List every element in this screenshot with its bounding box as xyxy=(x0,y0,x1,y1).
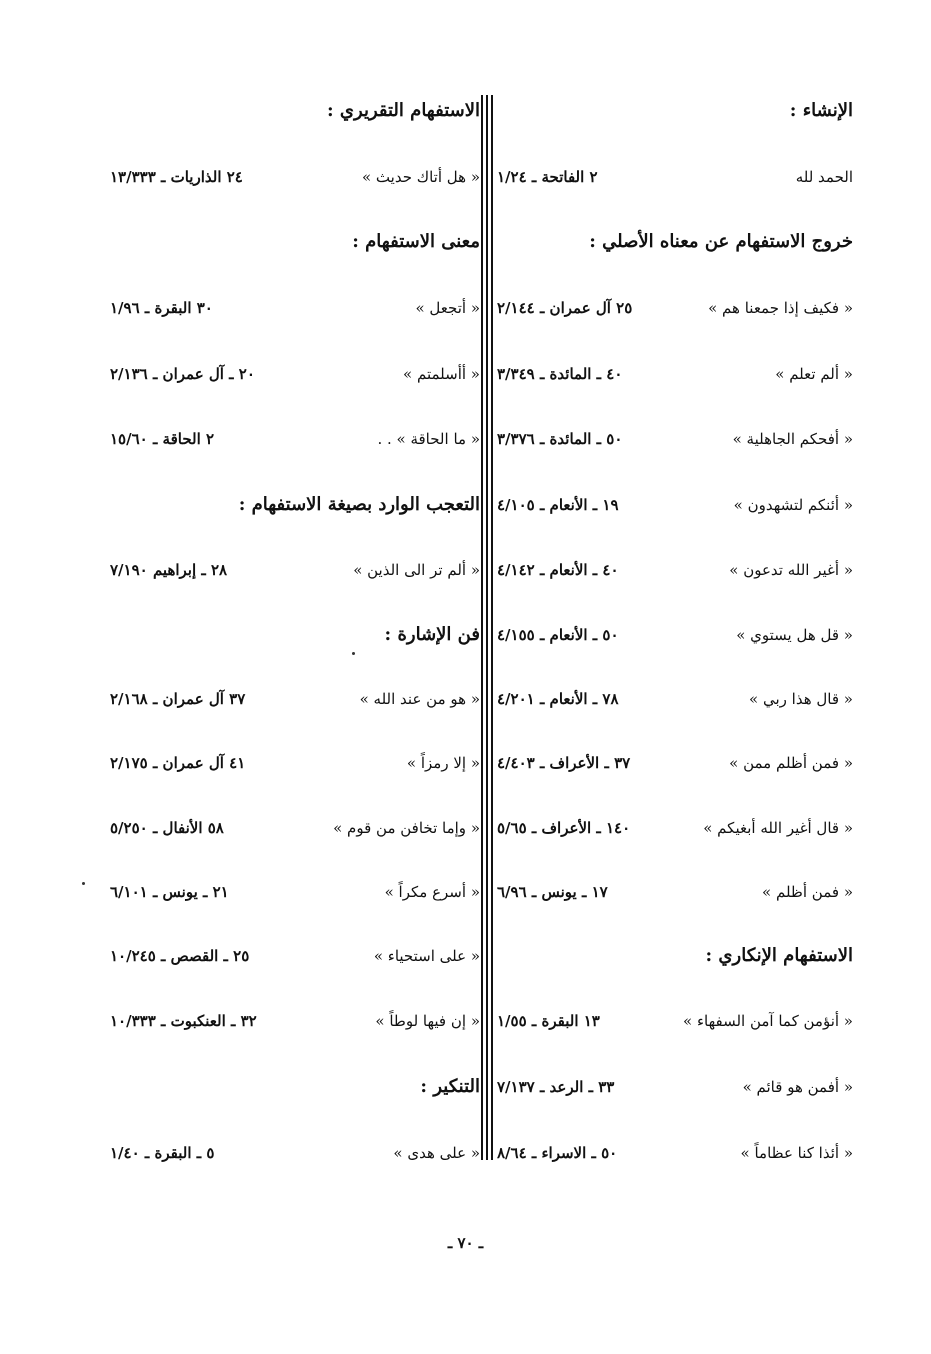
verse-reference: ٤٠ ـ المائدة ـ ٣/٣٤٩ xyxy=(497,365,623,383)
quote-text: « ألم تعلم » xyxy=(775,365,853,383)
entry-row xyxy=(110,876,480,908)
quote-text: « فكيف إذا جمعنا هم » xyxy=(708,299,853,317)
entry-row xyxy=(110,1137,480,1169)
section-heading-insha: الإنشاء : xyxy=(789,100,853,121)
quote-text: « أئذا كنا عظاماً » xyxy=(740,1144,853,1162)
verse-reference: ٧٨ ـ الأنعام ـ ٤/٢٠١ xyxy=(497,690,619,708)
verse-reference: ٥٠ ـ المائدة ـ ٣/٣٧٦ xyxy=(497,430,623,448)
verse-reference: ٢٠ ـ آل عمران ـ ٢/١٣٦ xyxy=(110,365,255,383)
entry-row xyxy=(497,619,853,651)
verse-reference: ٣٣ ـ الرعد ـ ٧/١٣٧ xyxy=(497,1078,615,1096)
entry-row xyxy=(110,940,480,972)
verse-reference: ١٤٠ ـ الأعراف ـ ٥/٦٥ xyxy=(497,819,631,837)
quote-text: « هو من عند الله » xyxy=(359,690,480,708)
section-heading-tankir: التنكير : xyxy=(420,1076,480,1097)
entry-row xyxy=(497,683,853,715)
entry-row xyxy=(497,876,853,908)
entry-row xyxy=(110,812,480,844)
entry-row xyxy=(110,358,480,390)
section-heading-khuruj: خروج الاستفهام عن معناه الأصلي : xyxy=(589,231,853,252)
verse-reference: ٢٥ ـ القصص ـ ١٠/٢٤٥ xyxy=(110,947,250,965)
entry-row xyxy=(497,358,853,390)
quote-text: « أفحكم الجاهلية » xyxy=(732,430,853,448)
verse-reference: ٣٧ ـ الأعراف ـ ٤/٤٠٣ xyxy=(497,754,631,772)
entry-row xyxy=(497,1071,853,1103)
quote-text: « أسرع مكراً » xyxy=(384,883,480,901)
quote-text: « على هدى » xyxy=(393,1144,480,1162)
entry-row xyxy=(497,1005,853,1037)
entry-row xyxy=(497,489,853,521)
quote-text: « وإما تخافن من قوم » xyxy=(333,819,480,837)
verse-reference: ١٩ ـ الأنعام ـ ٤/١٠٥ xyxy=(497,496,619,514)
entry-row xyxy=(497,161,853,193)
column-divider xyxy=(491,95,493,1160)
quote-text: « ألم تر الى الذين » xyxy=(353,561,480,579)
entry-row xyxy=(497,554,853,586)
quote-text: « فمن أظلم ممن » xyxy=(729,754,853,772)
entry-row xyxy=(497,292,853,324)
section-heading-ishara: فن الإشارة : xyxy=(384,624,480,645)
verse-reference: ١٧ ـ يونس ـ ٦/٩٦ xyxy=(497,883,608,901)
verse-reference: ٢ الحاقة ـ ١٥/٦٠ xyxy=(110,430,215,448)
entry-row xyxy=(497,1137,853,1169)
verse-reference: ٢ الفاتحة ـ ١/٢٤ xyxy=(497,168,598,186)
verse-reference: ٣٧ آل عمران ـ ٢/١٦٨ xyxy=(110,690,246,708)
verse-reference: ٢٨ ـ إبراهيم ٧/١٩٠ xyxy=(110,561,228,579)
quote-text: « أتجعل » xyxy=(415,299,480,317)
quote-text: الحمد لله xyxy=(795,168,853,186)
entry-row xyxy=(110,292,480,324)
page-number: ـ ٧٠ ـ xyxy=(447,1234,484,1252)
entry-row xyxy=(110,747,480,779)
column-divider xyxy=(481,95,483,1160)
column-divider xyxy=(486,95,488,1160)
quote-text: « ما الحاقة » . . xyxy=(377,430,480,448)
print-speck xyxy=(82,882,85,885)
verse-reference: ٢١ ـ يونس ـ ٦/١٠١ xyxy=(110,883,229,901)
section-heading-inkari: الاستفهام الإنكاري : xyxy=(705,945,853,966)
quote-text: « على استحياء » xyxy=(373,947,480,965)
quote-text: « أفمن هو قائم » xyxy=(742,1078,853,1096)
quote-text: « هل أتاك حديث » xyxy=(361,168,480,186)
quote-text: « فمن أظلم » xyxy=(762,883,853,901)
quote-text: « إلا رمزاً » xyxy=(406,754,480,772)
section-heading-mana: معنى الاستفهام : xyxy=(352,231,480,252)
verse-reference: ٥ ـ البقرة ـ ١/٤٠ xyxy=(110,1144,215,1162)
quote-text: « أغير الله تدعون » xyxy=(729,561,853,579)
quote-text: « أأسلمتم » xyxy=(403,365,480,383)
entry-row xyxy=(110,683,480,715)
print-speck xyxy=(352,652,355,655)
quote-text: « أئنكم لتشهدون » xyxy=(733,496,853,514)
verse-reference: ٢٥ آل عمران ـ ٢/١٤٤ xyxy=(497,299,633,317)
entry-row xyxy=(497,423,853,455)
entry-row xyxy=(110,423,480,455)
quote-text: « قل هل يستوي » xyxy=(736,626,853,644)
section-heading-taajjub: التعجب الوارد بصيغة الاستفهام : xyxy=(238,494,480,515)
quote-text: « قال هذا ربي » xyxy=(749,690,853,708)
quote-text: « إن فيها لوطاً » xyxy=(375,1012,480,1030)
section-heading-taqriri: الاستفهام التقريري : xyxy=(327,100,480,121)
entry-row xyxy=(497,747,853,779)
entry-row xyxy=(110,1005,480,1037)
verse-reference: ٣٠ البقرة ـ ١/٩٦ xyxy=(110,299,213,317)
entry-row xyxy=(110,554,480,586)
verse-reference: ٥٨ الأنفال ـ ٥/٢٥٠ xyxy=(110,819,224,837)
verse-reference: ٤١ آل عمران ـ ٢/١٧٥ xyxy=(110,754,246,772)
verse-reference: ٣٢ ـ العنكبوت ـ ١٠/٣٣٣ xyxy=(110,1012,257,1030)
entry-row xyxy=(110,161,480,193)
quote-text: « أنؤمن كما آمن السفهاء » xyxy=(683,1012,853,1030)
verse-reference: ٤٠ ـ الأنعام ـ ٤/١٤٢ xyxy=(497,561,619,579)
verse-reference: ١٣ البقرة ـ ١/٥٥ xyxy=(497,1012,600,1030)
verse-reference: ٥٠ ـ الأنعام ـ ٤/١٥٥ xyxy=(497,626,619,644)
quote-text: « قال أغير الله أبغيكم » xyxy=(703,819,853,837)
verse-reference: ٢٤ الذاريات ـ ١٣/٣٣٣ xyxy=(110,168,243,186)
entry-row xyxy=(497,812,853,844)
verse-reference: ٥٠ ـ الاسراء ـ ٨/٦٤ xyxy=(497,1144,618,1162)
